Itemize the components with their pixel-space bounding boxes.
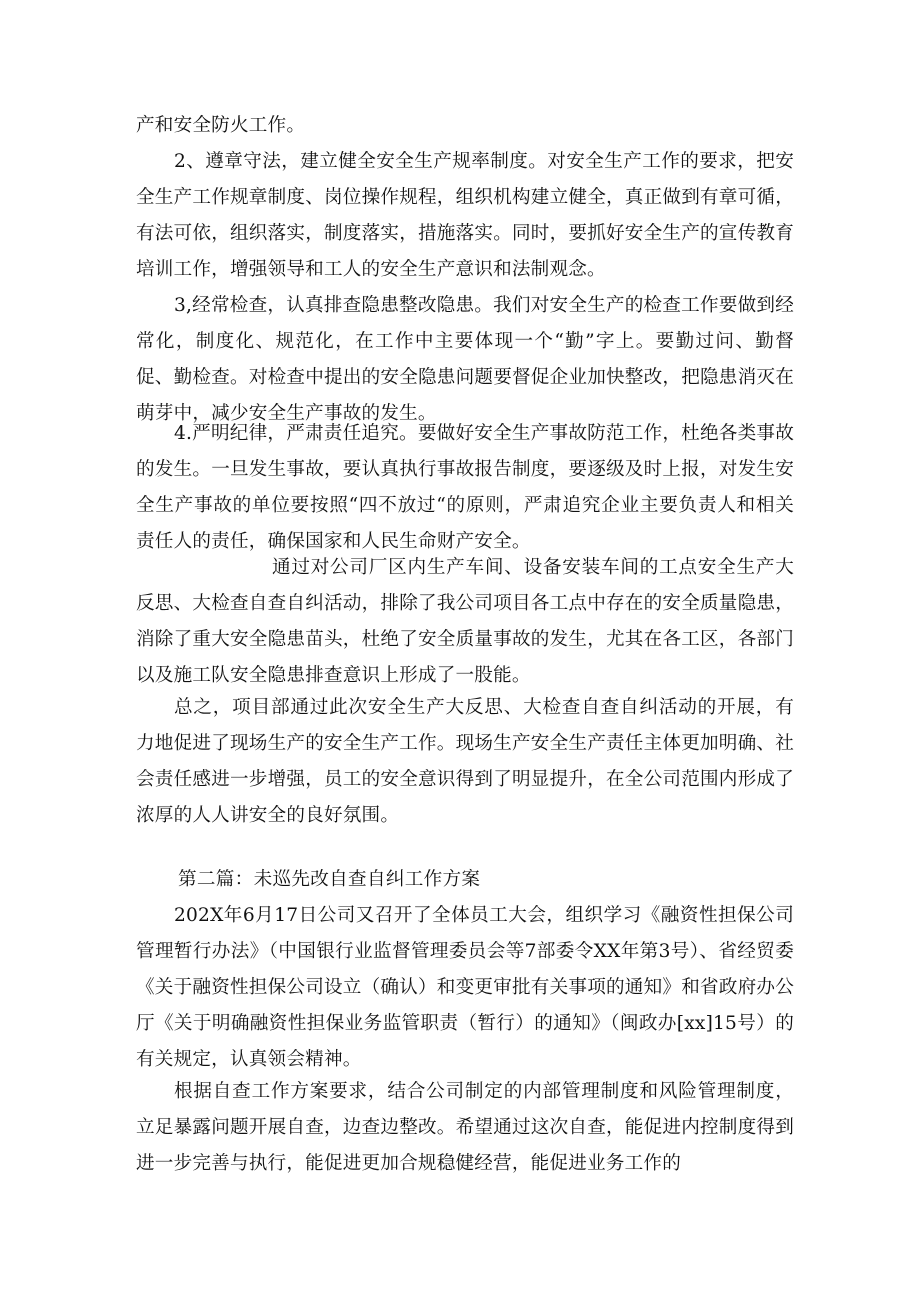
- paragraph-summary: 总之，项目部通过此次安全生产大反思、大检查自查自纠活动的开展，有力地促进了现场生产的安全生产工作。现场生产安全生产责任主体更加明确、社会责任感进一步增强，员工的安全意识得到了明显提升，在全公司范围内形成了浓厚的人人讲安全的良好氛围。: [136, 697, 794, 826]
- paragraph-self-check-plan: 根据自查工作方案要求，结合公司制定的内部管理制度和风险管理制度，立足暴露问题开展自查，边查边整改。希望通过这次自查，能促进内控制度得到进一步完善与执行，能促进更加合规稳健经营，能促进业务工作的: [136, 1081, 794, 1174]
- paragraph-continuation: 产和安全防火工作。: [136, 115, 306, 136]
- paragraph-item-4-discipline: 4.严明纪律，严肃责任追究。要做好安全生产事故防范工作，杜绝各类事故的发生。一旦发生事故，要认真执行事故报告制度，要逐级及时上报，对发生安全生产事故的单位要按照“四不放过“的原则，严肃追究企业主要负责人和相关责任人的责任，确保国家和人民生命财产安全。: [136, 423, 794, 552]
- paragraph-item-3-inspection: 3,经常检查，认真排查隐患整改隐患。我们对安全生产的检查工作要做到经常化，制度化、规范化，在工作中主要体现一个“勤”字上。要勤过问、勤督促、勤检查。对检查中提出的安全隐患问题要督促企业加快整改，把隐患消灭在萌芽中，减少安全生产事故的发生。: [136, 295, 794, 424]
- paragraph-staff-meeting: 202X年6月17日公司又召开了全体员工大会，组织学习《融资性担保公司管理暂行办法》（中国银行业监督管理委员会等7部委令XX年第3号）、省经贸委《关于融资性担保公司设立（确认）和变更审批有关事项的通知》和省政府办公厅《关于明确融资性担保业务监管职责（暂行）的通知》（闽政办[xx]15号）的有关规定，认真领会精神。: [136, 905, 794, 1070]
- paragraph-item-2-rules: 2、遵章守法，建立健全安全生产规率制度。对安全生产工作的要求，把安全生产工作规章制度、岗位操作规程，组织机构建立健全，真正做到有章可循，有法可依，组织落实，制度落实，措施落实。同时，要抓好安全生产的宣传教育培训工作，增强领导和工人的安全生产意识和法制观念。: [136, 151, 794, 280]
- section-heading: 第二篇：未巡先改自查自纠工作方案: [178, 869, 481, 890]
- paragraph-inspection-results: 通过对公司厂区内生产车间、设备安装车间的工点安全生产大反思、大检查自查自纠活动，排除了我公司项目各工点中存在的安全质量隐患，消除了重大安全隐患苗头，杜绝了安全质量事故的发生，尤其在各工区，各部门以及施工队安全隐患排查意识上形成了一股能。: [136, 557, 794, 686]
